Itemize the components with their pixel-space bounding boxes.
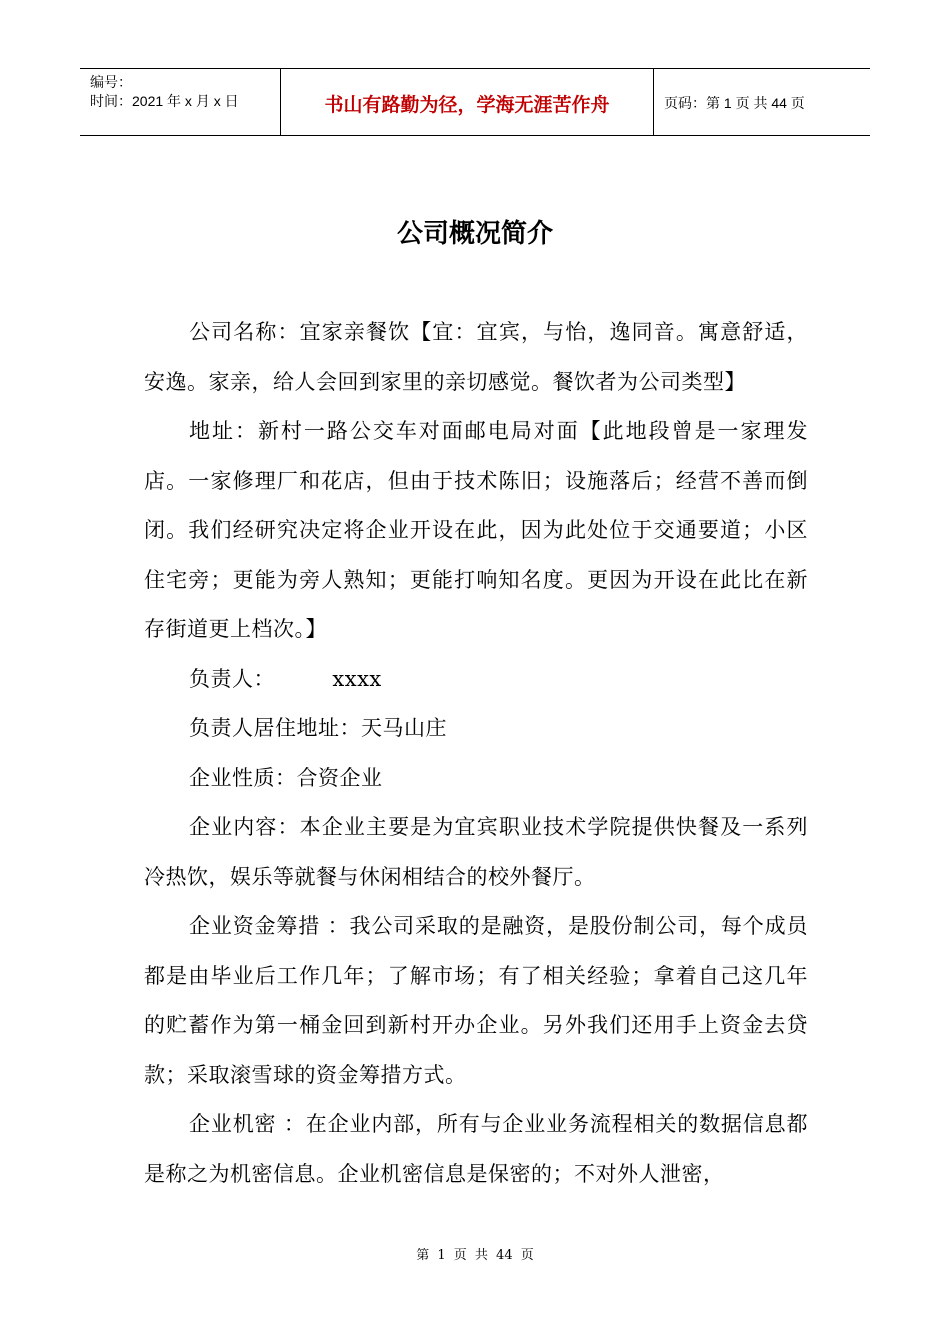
paragraph-nature: 企业性质：合资企业	[189, 765, 383, 790]
header-meta-cell	[80, 69, 281, 135]
document-body	[144, 308, 808, 1199]
header-page-cell	[654, 69, 870, 135]
paragraph-company-name: 公司名称：宜家亲餐饮【宜：宜宾，与怡，逸同音。寓意舒适，安逸。家亲，给人会回到家里的亲切感觉。餐饮者为公司类型】	[144, 320, 808, 394]
document-title: 公司概况简介	[396, 219, 553, 249]
header-table	[80, 68, 870, 136]
page-footer: 第 1 页 共 44 页	[416, 1248, 534, 1263]
date-label: 时间：2021 年 x 月 x 日	[90, 93, 239, 109]
motto-text: 书山有路勤为径，学海无涯苦作舟	[324, 93, 610, 116]
paragraph-residence: 负责人居住地址：天马山庄	[189, 716, 447, 740]
paragraph-address: 地址：新村一路公交车对面邮电局对面【此地段曾是一家理发店。一家修理厂和花店，但由于技术陈旧；设施落后；经营不善而倒闭。我们经研究决定将企业开设在此，因为此处位于交通要道；小区住宅旁；更能为旁人熟知；更能打响知名度。更因为开设在此比在新存街道更上档次。】	[144, 419, 808, 641]
paragraph-person-in-charge: 负责人： xxxx	[189, 666, 382, 691]
paragraph-content: 企业内容：本企业主要是为宜宾职业技术学院提供快餐及一系列冷热饮，娱乐等就餐与休闲相结合的校外餐厅。	[144, 815, 808, 889]
paragraph-secrets: 企业机密 ：在企业内部，所有与企业业务流程相关的数据信息都是称之为机密信息。企业机密信息是保密的；不对外人泄密，	[144, 1112, 808, 1186]
header-motto-cell	[281, 69, 654, 135]
paragraph-funding: 企业资金筹措 ：我公司采取的是融资，是股份制公司，每个成员都是由毕业后工作几年；了解市场；有了相关经验；拿着自己这几年的贮蓄作为第一桶金回到新村开办企业。另外我们还用手上资金去贷款；采取滚雪球的资金筹措方式。	[144, 914, 808, 1087]
page-info: 页码：第 1 页 共 44 页	[664, 95, 805, 111]
serial-label: 编号：	[90, 74, 132, 90]
